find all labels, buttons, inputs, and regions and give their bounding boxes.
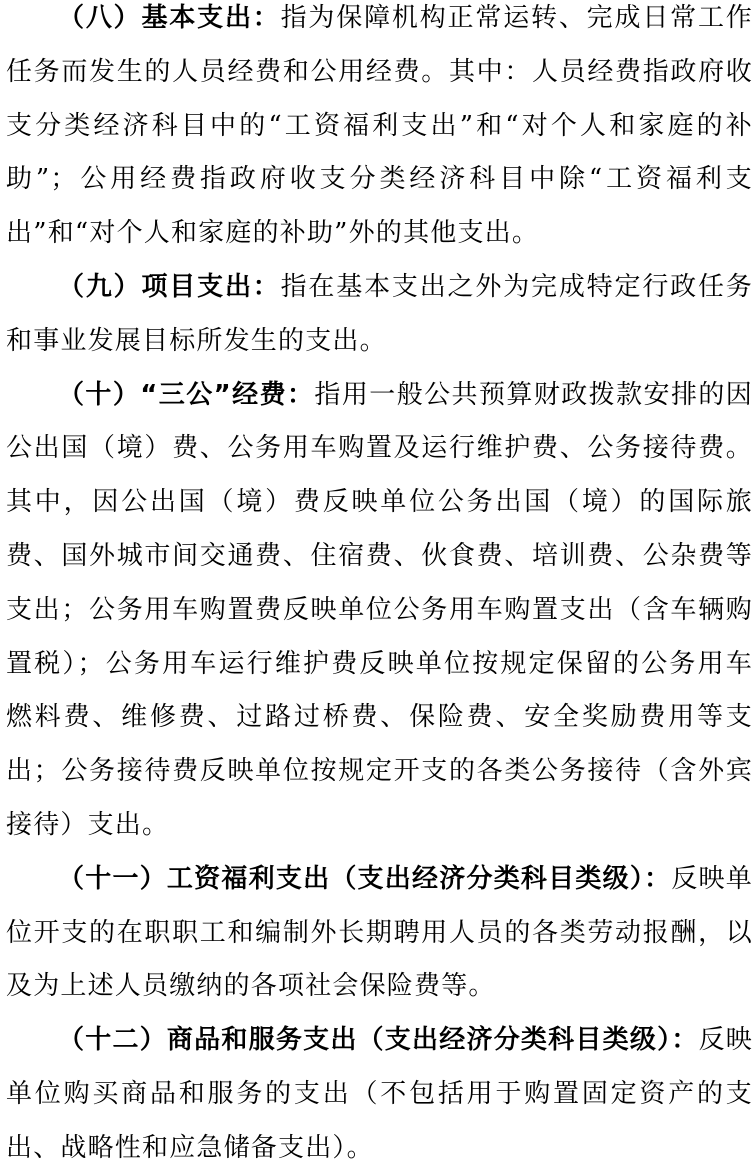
paragraph-basic-expenditure	[6, 0, 753, 261]
definition-goods-services: 反映单位购买商品和服务的支出（不包括用于购置固定资产的支出、战略性和应急储备支出）。	[6, 1025, 753, 1163]
term-goods-services: （十二）商品和服务支出（支出经济分类科目类级）：	[58, 1025, 699, 1056]
definition-project-expenditure: 指在基本支出之外为完成特定行政任务和事业发展目标所发生的支出。	[6, 271, 753, 356]
definition-wages-welfare: 反映单位开支的在职职工和编制外长期聘用人员的各类劳动报酬，以及为上述人员缴纳的各项社会保险费等。	[6, 863, 753, 1002]
term-basic-expenditure: （八）基本支出：	[58, 3, 281, 33]
definition-basic-expenditure: 指为保障机构正常运转、完成日常工作任务而发生的人员经费和公用经费。其中：人员经费指政府收支分类经济科目中的“工资福利支出”和“对个人和家庭的补助”；公用经费指政府收支分类经济科目中除“工资福利支出”和“对个人和家庭的补助”外的其他支出。	[6, 3, 753, 249]
term-three-public-expenses: （十）“三公”经费：	[58, 379, 315, 410]
paragraph-three-public-expenses	[6, 369, 753, 853]
term-wages-welfare: （十一）工资福利支出（支出经济分类科目类级）：	[58, 863, 672, 894]
definition-three-public-expenses: 指用一般公共预算财政拨款安排的因公出国（境）费、公务用车购置及运行维护费、公务接待费。其中，因公出国（境）费反映单位公务出国（境）的国际旅费、国外城市间交通费、住宿费、伙食费、培训费、公杂费等支出；公务用车购置费反映单位公务用车购置支出（含车辆购置税）；公务用车运行维护费反映单位按规定保留的公务用车燃料费、维修费、过路过桥费、保险费、安全奖励费用等支出；公务接待费反映单位按规定开支的各类公务接待（含外宾接待）支出。	[6, 379, 753, 840]
paragraph-goods-services	[6, 1014, 753, 1175]
term-project-expenditure: （九）项目支出：	[58, 271, 281, 302]
paragraph-project-expenditure	[6, 261, 753, 369]
paragraph-wages-welfare	[6, 853, 753, 1014]
